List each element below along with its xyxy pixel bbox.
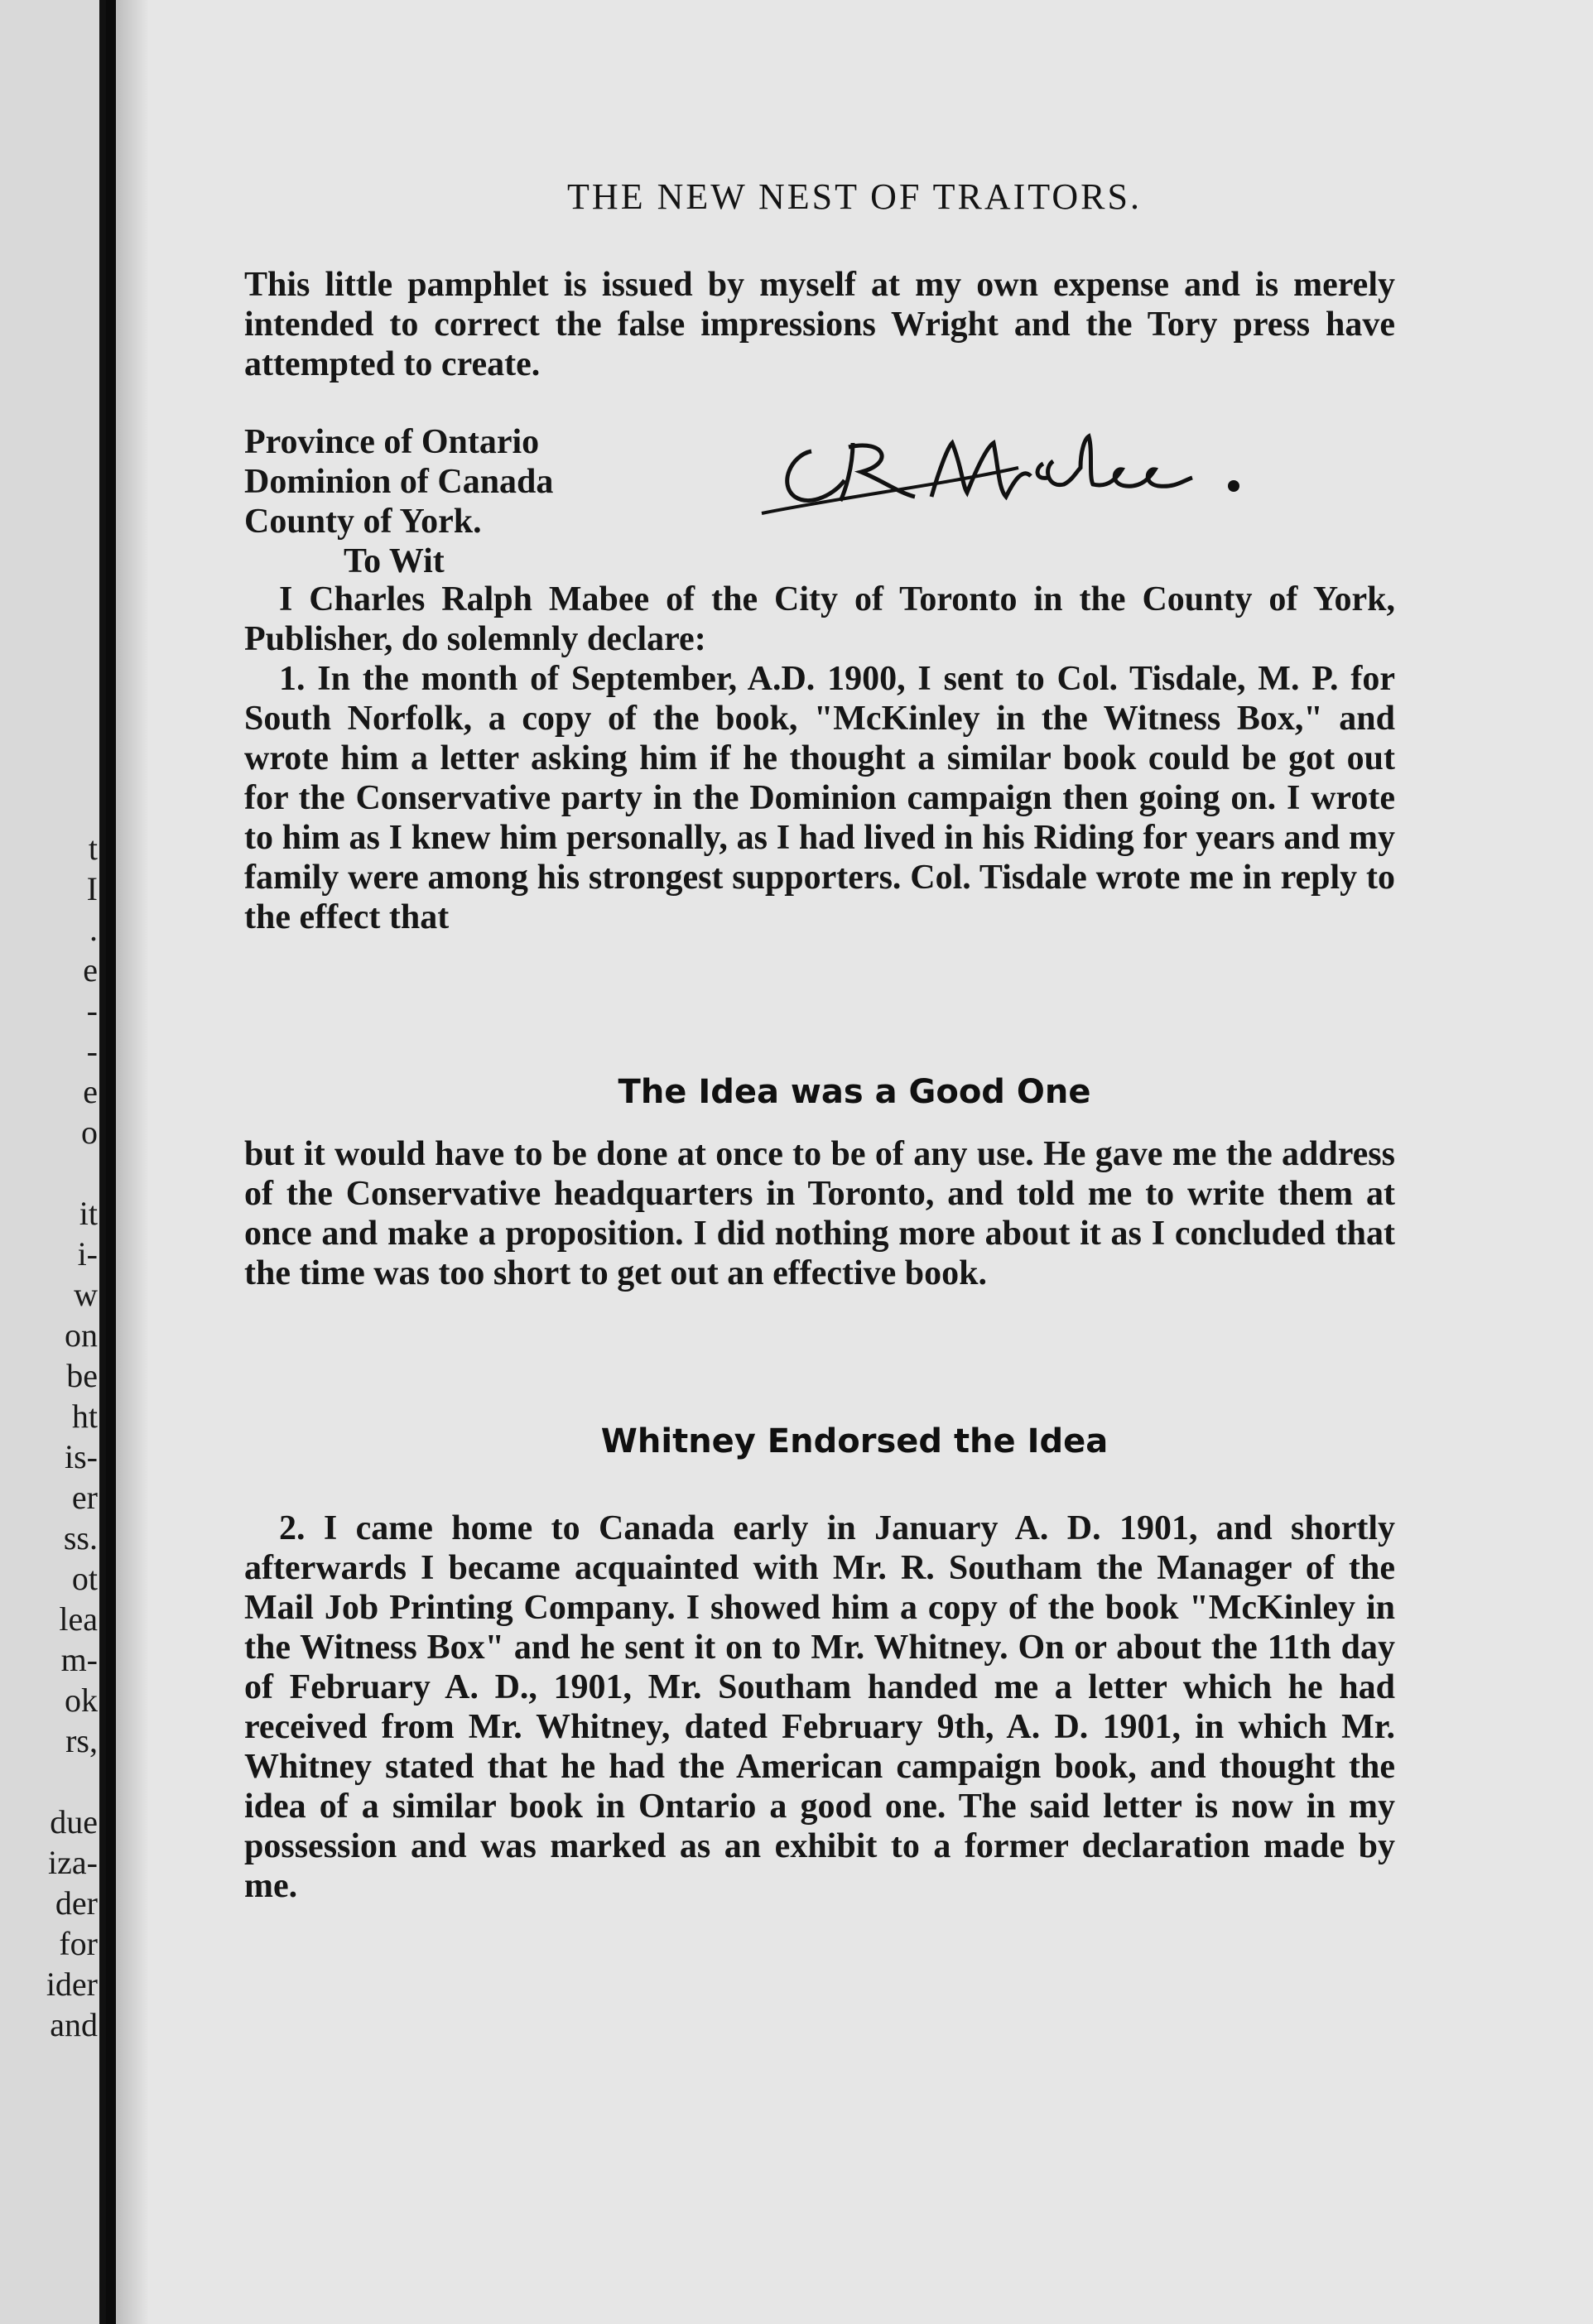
left-page-fragment: - [86,992,98,1029]
page-shadow [116,0,149,2324]
declaration-text: I Charles Ralph Mabee of the City of Toronto in the County of York, Publisher, do solemnly declare: [244,580,1395,658]
item-1-continuation: but it would have to be done at once to be of any use. He gave me the address of the Conservative headquarters in Toronto, and told me to write them at once and make a proposition. I did nothing more about it as I concluded that the time was too short to get out an effective book. [244,1135,1395,1292]
left-page-fragment: be [66,1357,98,1394]
left-page-fragment: w [74,1276,98,1313]
left-page-fragment: rs, [65,1722,98,1759]
left-page-fragment: e [83,951,98,989]
left-page-fragment: ok [65,1682,98,1719]
left-page-fragment: ss. [63,1519,98,1557]
left-page-fragment: on [65,1316,98,1354]
item-1-paragraph [244,659,1395,937]
left-page-fragment: iza- [48,1844,98,1881]
page-title: THE NEW NEST OF TRAITORS. [567,176,1142,217]
left-page-fragment [0,1761,98,1802]
intro-paragraph: This little pamphlet is issued by myself at my own expense and is merely intended to correct the false impressions Wright and the Tory press have attempted to create. [244,266,1395,383]
left-page-fragment [0,1152,98,1193]
item-2-text: 2. I came home to Canada early in January A. D. 1901, and shortly afterwards I became acquainted with Mr. R. Southam the Manager of the Mail Job Printing Company. I showed him a copy of the book "McKinley in the Witness Box" and he sent it on to Mr. Whitney. On or about the 11th day of February A. D., 1901, Mr. Southam handed me a letter which he had received from Mr. Whitney, dated February 9th, A. D. 1901, in which Mr. Whitney stated that he had the American campaign book, and thought the idea of a similar book in Ontario a good one. The said letter is now in my possession and was marked as an exhibit to a former declaration made by me. [244,1509,1395,1905]
left-page-fragment: ot [71,1560,98,1597]
left-page-fragment: for [59,1925,98,1962]
signature-image [745,418,1325,526]
left-page-fragment: I [86,870,98,907]
left-facing-page [0,0,106,2324]
address-line-dominion: Dominion of Canada [244,463,554,501]
left-page-fragment: it [79,1195,98,1232]
address-line-province: Province of Ontario [244,423,540,461]
section-heading-whitney: Whitney Endorsed the Idea [600,1422,1109,1460]
address-line-county: County of York. [244,503,482,541]
left-page-fragment: and [50,2006,98,2043]
left-page-text-fragments [0,828,98,2045]
left-page-fragment: - [86,1032,98,1070]
left-page-fragment: . [89,911,98,948]
left-page-fragment: lea [59,1600,98,1638]
section-heading-idea: The Idea was a Good One [618,1073,1091,1111]
item-2-paragraph [244,1508,1395,1906]
left-page-fragment: is- [65,1438,98,1475]
page-gutter [99,0,106,2324]
document-page [116,0,1593,2324]
left-page-fragment: e [83,1073,98,1110]
address-block [244,422,553,581]
left-page-fragment: ht [71,1398,98,1435]
left-page-fragment: t [88,830,98,867]
left-page-fragment: der [55,1884,98,1922]
left-page-fragment: o [81,1114,98,1151]
left-page-fragment: i- [77,1235,98,1273]
declaration-paragraph [244,580,1395,659]
left-page-fragment: due [50,1803,98,1840]
left-page-fragment: ider [46,1966,98,2003]
address-line-to-wit: To Wit [344,542,445,580]
left-page-fragment: er [71,1479,98,1516]
item-1-text: 1. In the month of September, A.D. 1900, I sent to Col. Tisdale, M. P. for South Norfolk, a copy of the book, "McKinley in the Witness Box," and wrote him a letter asking him if he thought a similar book could be got out for the Conservative party in the Dominion campaign then going on. I wrote to him as I knew him personally, as I had lived in his Riding for years and my family were among his strongest supporters. Col. Tisdale wrote me in reply to the effect that [244,660,1395,936]
left-page-fragment: m- [60,1641,98,1678]
